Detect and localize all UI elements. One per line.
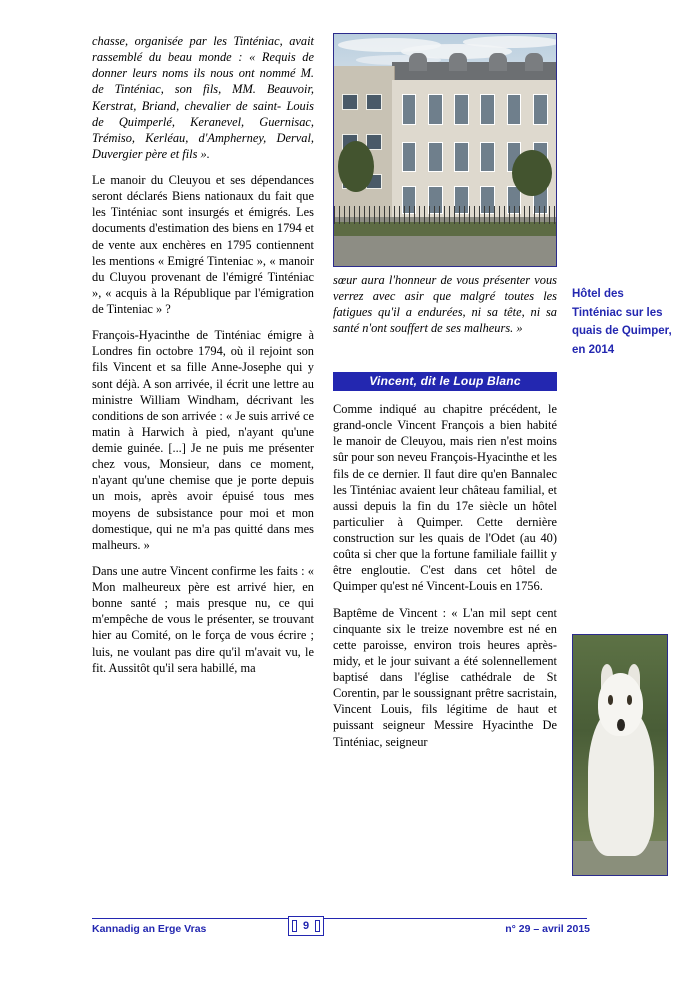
wolf-eye-shape — [627, 695, 633, 705]
dormer-window — [449, 53, 467, 72]
footer-divider — [92, 918, 587, 919]
tree-shape — [338, 141, 374, 192]
wolf-nose-shape — [617, 719, 625, 731]
railing-fence — [334, 206, 556, 225]
section-heading-vincent-loup-blanc: Vincent, dit le Loup Blanc — [333, 372, 557, 391]
footer-publication-title: Kannadig an Erge Vras — [92, 923, 207, 935]
photo-hotel-tinteniac — [333, 33, 557, 267]
left-text-column — [92, 33, 314, 686]
dormer-window — [409, 53, 427, 72]
photo-caption: Hôtel des Tinténiac sur les quais de Quimper, en 2014 — [572, 288, 672, 356]
paragraph-manoir-cleuyou: Le manoir du Cleuyou et ses dépendances seront déclarés Biens nationaux du fait que les Tinténiac sont insurgés et émigrés. Les documents d'estimation des biens en 1794 et de vente aux enchères en 1795 contiennent les mentions « Emigré Tinteniac », « manoir du Cluyou provenant de l'émigré Tinténiac », « acquis à la République par l'émigration de Tinteniac » ? — [92, 173, 314, 316]
paragraph-francois-hyacinthe: François-Hyacinthe de Tinténiac émigre à Londres fin octobre 1794, où il rejoint son fils Vincent et sa fille Anne-Josephe qui y sont déjà. A son arrivée, il écrit une lettre au ministre William Windham, décrivant les conditions de son arrivée : « Je suis arrivé ce matin à Harwich à pied, n'ayant qu'une demie guinée. [...] Je ne puis me présenter chez vous, Monsieur, dans ce moment, n'ayant qu'une chemise que je porte depuis un mois, après avoir épuisé tous mes moyens de subsistance pour moi et mon domestique, qui ne m'a pas quitté dans mes malheurs. » — [92, 328, 314, 552]
cloud-shape — [463, 36, 557, 48]
page-number: 9 — [288, 916, 324, 936]
paragraph-chasse: chasse, organisée par les Tinténiac, avait rassemblé du beau monde : « Requis de donner leurs noms ils nous ont nommé M. de Tinténiac, son fils, MM. Beauvoir, Kerstrat, Briand, chevalier de saint- Louis de Quimperlé, Keranevel, Guernisac, Trémiso, Kerléau, d'Ampherney, Derval, Duvergier père et fils ». — [92, 34, 314, 161]
wolf-eye-shape — [608, 695, 614, 705]
right-column-bottom — [333, 401, 557, 760]
paragraph-vincent-confirme: Dans une autre Vincent confirme les faits : « Mon malheureux père est arrivé hier, en bonne santé ; mais presque nu, ce qui m'empêche de vous le présenter, se trouvant hier au Comité, on le força de vous écrire ; luis, ne voulant pas dire qu'il m'avait vu, le fit. Aussitôt qu'il sera habillé, ma — [92, 563, 314, 675]
footer-issue-date: n° 29 – avril 2015 — [505, 923, 590, 935]
tree-shape — [512, 150, 552, 196]
paragraph-comme-indique: Comme indiqué au chapitre précédent, le grand-oncle Vincent François a bien habité le manoir de Cleuyou, mais rien n'est moins sûr pour son neveu François-Hyacinthe et les fils de ce dernier. Il faut dire qu'en Bannalec les Tinténiac avaient leur château familial, et aussi depuis la fin du 17e siècle un hôtel particulier à Quimper. Cette dernière construction sur les quais de l'Odet (au 40) coûta si cher que la fortune familiale faillit y être engloutie. C'est dans cet hôtel de Quimper qu'est né Vincent-Louis en 1756. — [333, 402, 557, 594]
dormer-window — [525, 53, 543, 72]
paragraph-bapteme-vincent: Baptême de Vincent : « L'an mil sept cent cinquante six le treize novembre est né en cette paroisse, environ trois heures après-midy, et le jour suivant a été solennellement baptisé dans l'église cathédrale de St Corentin, par le soussignant prêtre sacristain, Vincent Louis, fils légitime de haut et puissant seigneur Messire Hyacinthe De Tinténiac, seigneur — [333, 605, 557, 749]
photo-white-wolf — [572, 634, 668, 876]
paragraph-soeur-honneur: sœur aura l'honneur de vous présenter vous verrez avec asir que malgré toutes les fatigues qu'il a endurées, ni sa tête, ni sa santé n'ont souffert de ses malheurs. » — [333, 273, 557, 336]
right-column-top — [333, 272, 557, 347]
dormer-window — [489, 53, 507, 72]
